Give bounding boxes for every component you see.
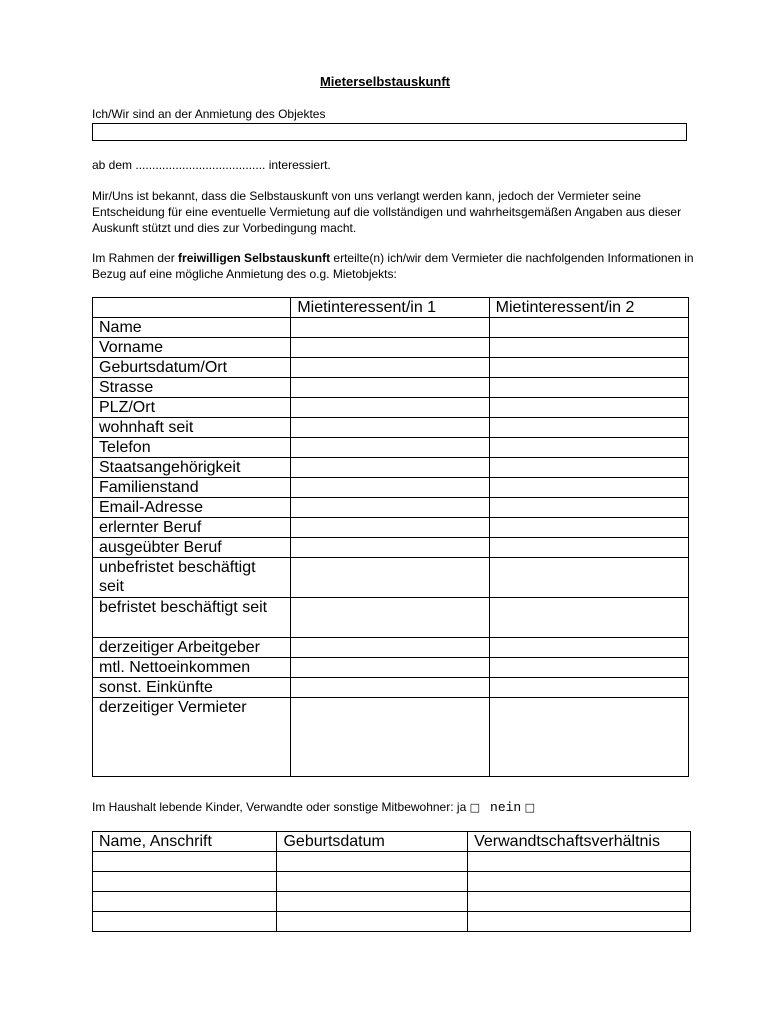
tenant-2-input-cell[interactable]	[489, 458, 688, 478]
tenant-1-input-cell[interactable]	[291, 678, 489, 698]
household-members-table	[92, 831, 691, 932]
header-tenant-2: Mietinteressent/in 2	[489, 298, 688, 318]
household-input-cell[interactable]	[468, 912, 691, 932]
voluntary-bold-text: freiwilligen Selbstauskunft	[178, 251, 331, 265]
household-input-cell[interactable]	[93, 872, 277, 892]
row-label: befristet beschäftigt seit	[93, 598, 291, 638]
header-empty-cell	[93, 298, 291, 318]
row-label: wohnhaft seit	[93, 418, 291, 438]
tenant-2-input-cell[interactable]	[489, 318, 688, 338]
table-row	[93, 678, 689, 698]
household-input-cell[interactable]	[468, 892, 691, 912]
household-header-cell: Geburtsdatum	[277, 832, 468, 852]
voluntary-post-text: erteilte(n) ich/wir dem Vermieter die nachfolgenden Informationen in Bezug auf eine mögliche Anmietung des o.g. Mietobjekts:	[92, 251, 694, 281]
row-label: Vorname	[93, 338, 291, 358]
table-row	[93, 872, 691, 892]
tenant-1-input-cell[interactable]	[291, 318, 489, 338]
household-question-text: Im Haushalt lebende Kinder, Verwandte oder sonstige Mitbewohner:	[92, 800, 454, 814]
table-row	[93, 458, 689, 478]
table-row	[93, 418, 689, 438]
table-row	[93, 892, 691, 912]
tenant-2-input-cell[interactable]	[489, 698, 688, 777]
household-header-cell: Name, Anschrift	[93, 832, 277, 852]
household-input-cell[interactable]	[468, 852, 691, 872]
household-input-cell[interactable]	[93, 892, 277, 912]
tenant-info-table	[92, 297, 689, 777]
table-row	[93, 478, 689, 498]
table-row	[93, 658, 689, 678]
household-input-cell[interactable]	[468, 872, 691, 892]
table-row	[93, 378, 689, 398]
row-label: Email-Adresse	[93, 498, 291, 518]
household-no-label: nein	[490, 800, 522, 815]
household-input-cell[interactable]	[277, 852, 468, 872]
tenant-1-input-cell[interactable]	[291, 378, 489, 398]
tenant-1-input-cell[interactable]	[291, 658, 489, 678]
household-question-line	[92, 799, 712, 816]
date-line-text: ab dem ....................................... interessiert.	[92, 158, 331, 172]
row-label: Staatsangehörigkeit	[93, 458, 291, 478]
tenant-2-input-cell[interactable]	[489, 598, 688, 638]
household-input-cell[interactable]	[93, 912, 277, 932]
table-row	[93, 358, 689, 378]
table-row	[93, 318, 689, 338]
row-label: derzeitiger Arbeitgeber	[93, 638, 291, 658]
table-row	[93, 558, 689, 598]
tenant-1-input-cell[interactable]	[291, 638, 489, 658]
tenant-2-input-cell[interactable]	[489, 358, 688, 378]
tenant-2-input-cell[interactable]	[489, 658, 688, 678]
notice-paragraph: Mir/Uns ist bekannt, dass die Selbstauskunft von uns verlangt werden kann, jedoch der Vermieter seine Entscheidung für eine eventuelle Vermietung auf die vollständigen und wahrheitsgemäßen Angaben aus dieser Auskunft stützt und dies zur Vorbedingung macht.	[92, 189, 682, 235]
household-input-cell[interactable]	[277, 892, 468, 912]
tenant-1-input-cell[interactable]	[291, 458, 489, 478]
tenant-1-input-cell[interactable]	[291, 518, 489, 538]
tenant-2-input-cell[interactable]	[489, 338, 688, 358]
table-header-row	[93, 298, 689, 318]
tenant-1-input-cell[interactable]	[291, 538, 489, 558]
header-tenant-1: Mietinteressent/in 1	[291, 298, 489, 318]
tenant-2-input-cell[interactable]	[489, 478, 688, 498]
tenant-1-input-cell[interactable]	[291, 558, 489, 598]
tenant-1-input-cell[interactable]	[291, 418, 489, 438]
object-intro-text: Ich/Wir sind an der Anmietung des Objektes	[92, 107, 326, 121]
tenant-2-input-cell[interactable]	[489, 378, 688, 398]
household-input-cell[interactable]	[277, 912, 468, 932]
row-label: Strasse	[93, 378, 291, 398]
table-row	[93, 398, 689, 418]
tenant-2-input-cell[interactable]	[489, 418, 688, 438]
tenant-1-input-cell[interactable]	[291, 598, 489, 638]
row-label: mtl. Nettoeinkommen	[93, 658, 291, 678]
table-row	[93, 518, 689, 538]
row-label: derzeitiger Vermieter	[93, 698, 291, 777]
table-row	[93, 852, 691, 872]
table-row	[93, 638, 689, 658]
row-label: Familienstand	[93, 478, 291, 498]
table-row	[93, 338, 689, 358]
household-input-cell[interactable]	[277, 872, 468, 892]
household-yes-label: ja	[456, 800, 467, 814]
tenant-1-input-cell[interactable]	[291, 398, 489, 418]
document-title: Mieterselbstauskunft	[319, 74, 451, 89]
household-input-cell[interactable]	[93, 852, 277, 872]
tenant-1-input-cell[interactable]	[291, 338, 489, 358]
household-yes-checkbox[interactable]: □	[469, 801, 480, 814]
tenant-2-input-cell[interactable]	[489, 538, 688, 558]
tenant-2-input-cell[interactable]	[489, 638, 688, 658]
tenant-2-input-cell[interactable]	[489, 518, 688, 538]
tenant-2-input-cell[interactable]	[489, 558, 688, 598]
object-input-box[interactable]	[92, 123, 687, 141]
tenant-2-input-cell[interactable]	[489, 678, 688, 698]
table-row	[93, 698, 689, 777]
tenant-2-input-cell[interactable]	[489, 398, 688, 418]
row-label: Name	[93, 318, 291, 338]
tenant-1-input-cell[interactable]	[291, 438, 489, 458]
tenant-1-input-cell[interactable]	[291, 358, 489, 378]
table-row	[93, 538, 689, 558]
row-label: unbefristet beschäftigt seit	[93, 558, 291, 598]
row-label: erlernter Beruf	[93, 518, 291, 538]
row-label: sonst. Einkünfte	[93, 678, 291, 698]
tenant-1-input-cell[interactable]	[291, 478, 489, 498]
household-header-cell: Verwandtschaftsverhältnis	[468, 832, 691, 852]
row-label: PLZ/Ort	[93, 398, 291, 418]
table-row	[93, 912, 691, 932]
table-row	[93, 438, 689, 458]
tenant-2-input-cell[interactable]	[489, 498, 688, 518]
table-row	[93, 498, 689, 518]
row-label: ausgeübter Beruf	[93, 538, 291, 558]
voluntary-pre-text: Im Rahmen der	[92, 251, 179, 265]
tenant-2-input-cell[interactable]	[489, 438, 688, 458]
household-no-checkbox[interactable]: □	[524, 801, 535, 814]
table-row	[93, 598, 689, 638]
row-label: Telefon	[93, 438, 291, 458]
tenant-1-input-cell[interactable]	[291, 698, 489, 777]
table-header-row	[93, 832, 691, 852]
voluntary-paragraph	[92, 250, 712, 282]
row-label: Geburtsdatum/Ort	[93, 358, 291, 378]
tenant-1-input-cell[interactable]	[291, 498, 489, 518]
